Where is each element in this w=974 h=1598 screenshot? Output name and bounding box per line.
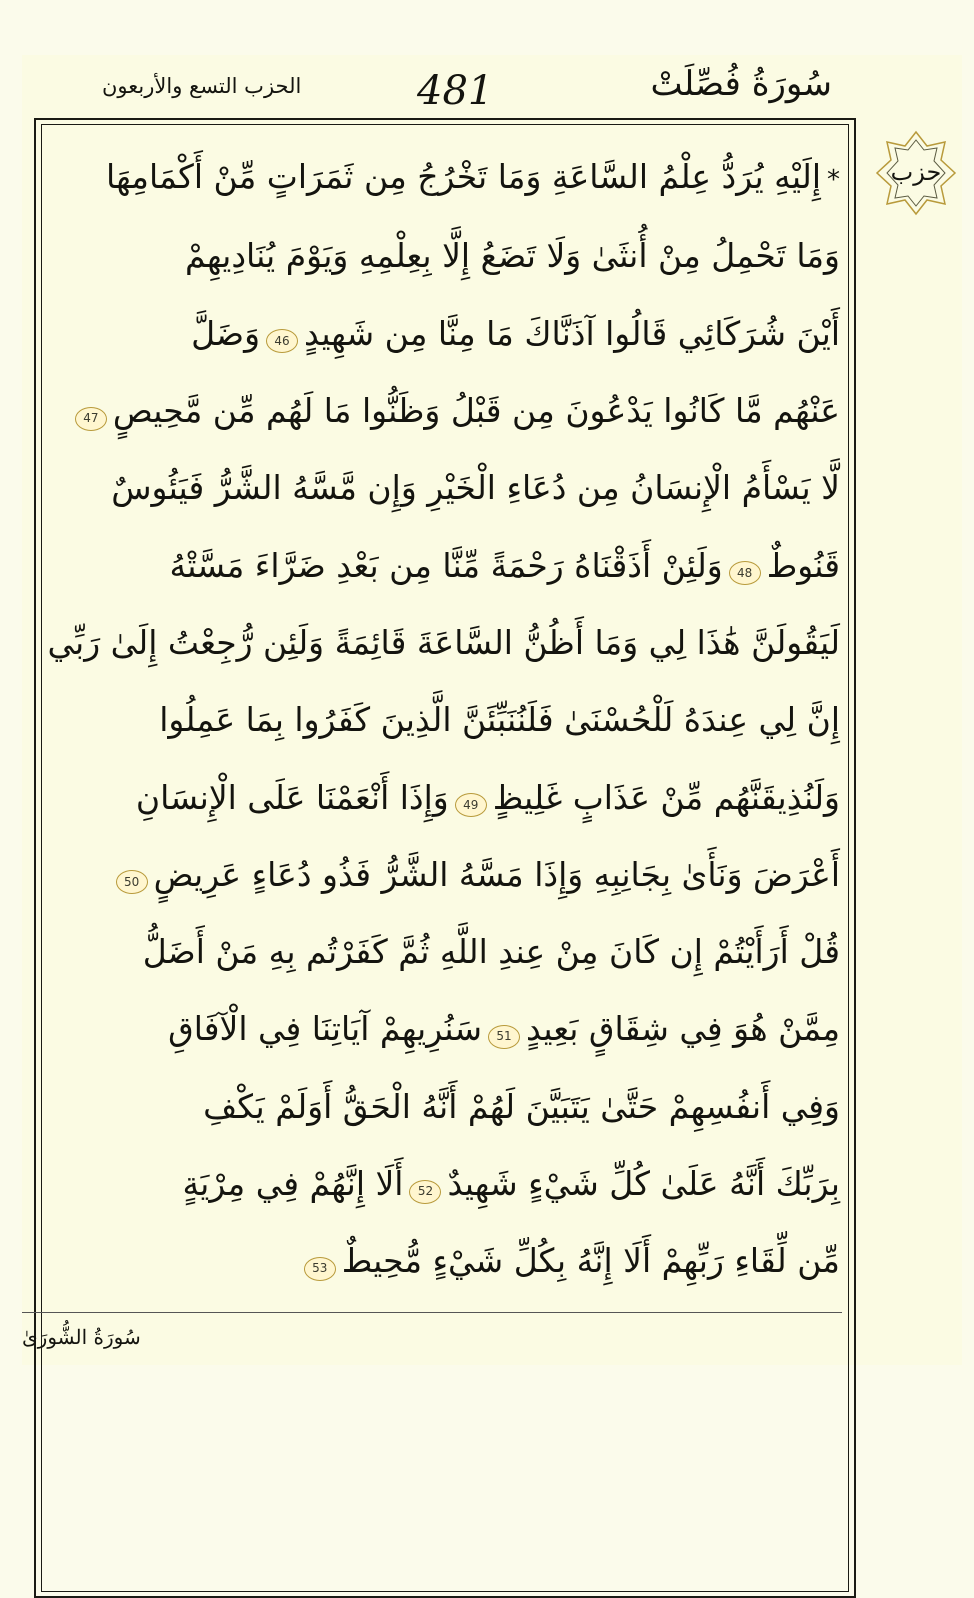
text-line xyxy=(55,526,840,603)
verse-text: لَيَقُولَنَّ هَٰذَا لِي وَمَا أَظُنُّ السَّاعَةَ قَائِمَةً وَلَئِن رُّجِعْتُ إِلَىٰ رَبِّي xyxy=(47,622,840,662)
text-line xyxy=(55,1068,840,1145)
text-line xyxy=(55,990,840,1067)
ayah-number-marker: 53 xyxy=(304,1257,336,1281)
verse-text: بِرَبِّكَ أَنَّهُ عَلَىٰ كُلِّ شَيْءٍ شَهِيدٌ xyxy=(447,1164,840,1203)
text-line xyxy=(55,1222,840,1299)
page-number: 481 xyxy=(417,68,494,114)
ayah-number-marker: 51 xyxy=(488,1025,520,1049)
verse-text: عَنْهُم مَّا كَانُوا يَدْعُونَ مِن قَبْلُ وَظَنُّوا مَا لَهُم مِّن مَّحِيصٍ xyxy=(112,391,840,431)
text-line xyxy=(55,217,840,294)
verse-text: وَلَنُذِيقَنَّهُم مِّنْ عَذَابٍ غَلِيظٍ xyxy=(492,777,840,817)
verse-text: مِّن لِّقَاءِ رَبِّهِمْ أَلَا إِنَّهُ بِكُلِّ شَيْءٍ مُّحِيطٌ xyxy=(341,1241,840,1281)
verse-text: وَإِذَا أَنْعَمْنَا عَلَى الْإِنسَانِ xyxy=(135,777,449,817)
verse-text: لَّا يَسْأَمُ الْإِنسَانُ مِن دُعَاءِ الْخَيْرِ وَإِن مَّسَّهُ الشَّرُّ فَيَئُوسٌ xyxy=(111,468,840,508)
verse-text: أَيْنَ شُرَكَائِي قَالُوا آذَنَّاكَ مَا مِنَّا مِن شَهِيدٍ xyxy=(304,313,840,353)
verse-text: إِنَّ لِي عِندَهُ لَلْحُسْنَىٰ فَلَنُنَبِّئَنَّ الَّذِينَ كَفَرُوا بِمَا عَمِلُوا xyxy=(159,700,840,740)
verse-text: وَلَئِنْ أَذَقْنَاهُ رَحْمَةً مِّنَّا مِن بَعْدِ ضَرَّاءَ مَسَّتْهُ xyxy=(169,545,723,585)
verse-text: قُلْ أَرَأَيْتُمْ إِن كَانَ مِنْ عِندِ اللَّهِ ثُمَّ كَفَرْتُم بِهِ مَنْ أَضَلُّ xyxy=(142,932,840,972)
text-line xyxy=(55,372,840,449)
ayah-number-marker: 52 xyxy=(409,1180,441,1204)
surah-name: سُورَةُ فُصِّلَتْ xyxy=(650,64,832,104)
text-line xyxy=(55,140,840,217)
verse-text: إِلَيْهِ يُرَدُّ عِلْمُ السَّاعَةِ وَمَا تَخْرُجُ مِن ثَمَرَاتٍ مِّنْ أَكْمَامِهَا xyxy=(106,157,821,197)
text-line xyxy=(55,449,840,526)
ayah-number-marker: 49 xyxy=(455,793,487,817)
page-header xyxy=(22,62,852,120)
text-line xyxy=(55,681,840,758)
ayah-number-marker: 48 xyxy=(729,561,761,585)
hizb-label: حزب xyxy=(890,158,942,186)
hizb-title: الحزب التسع والأربعون xyxy=(102,74,302,98)
hizb-medallion xyxy=(875,128,957,218)
text-line xyxy=(47,604,840,681)
verse-text: قَنُوطٌ xyxy=(766,545,840,585)
text-line xyxy=(55,1145,840,1222)
text-line xyxy=(55,913,840,990)
verse-text: وَمَا تَحْمِلُ مِنْ أُنثَىٰ وَلَا تَضَعُ إِلَّا بِعِلْمِهِ وَيَوْمَ يُنَادِيهِمْ xyxy=(184,236,840,276)
ayah-number-marker: 50 xyxy=(116,870,148,894)
ayah-number-marker: 46 xyxy=(266,329,298,353)
verse-text: مِمَّنْ هُوَ فِي شِقَاقٍ بَعِيدٍ xyxy=(526,1009,840,1049)
verse-text: سَنُرِيهِمْ آيَاتِنَا فِي الْآفَاقِ xyxy=(168,1009,483,1049)
text-line xyxy=(55,295,840,372)
footer-divider xyxy=(22,1312,842,1313)
verse-text: أَلَا إِنَّهُمْ فِي مِرْيَةٍ xyxy=(182,1164,404,1203)
ayah-number-marker: 47 xyxy=(75,407,107,431)
verse-text: أَعْرَضَ وَنَأَىٰ بِجَانِبِهِ وَإِذَا مَسَّهُ الشَّرُّ فَذُو دُعَاءٍ عَرِيضٍ xyxy=(153,854,840,894)
text-line xyxy=(55,836,840,913)
text-line xyxy=(55,758,840,835)
verse-text: وَضَلَّ xyxy=(191,313,261,353)
hizb-star-marker: * xyxy=(827,165,840,196)
verse-text: وَفِي أَنفُسِهِمْ حَتَّىٰ يَتَبَيَّنَ لَهُمْ أَنَّهُ الْحَقُّ أَوَلَمْ يَكْفِ xyxy=(203,1086,840,1126)
quran-text-block xyxy=(47,140,840,1299)
next-surah-catchword: سُورَةُ الشُّورَىٰ xyxy=(22,1325,141,1349)
